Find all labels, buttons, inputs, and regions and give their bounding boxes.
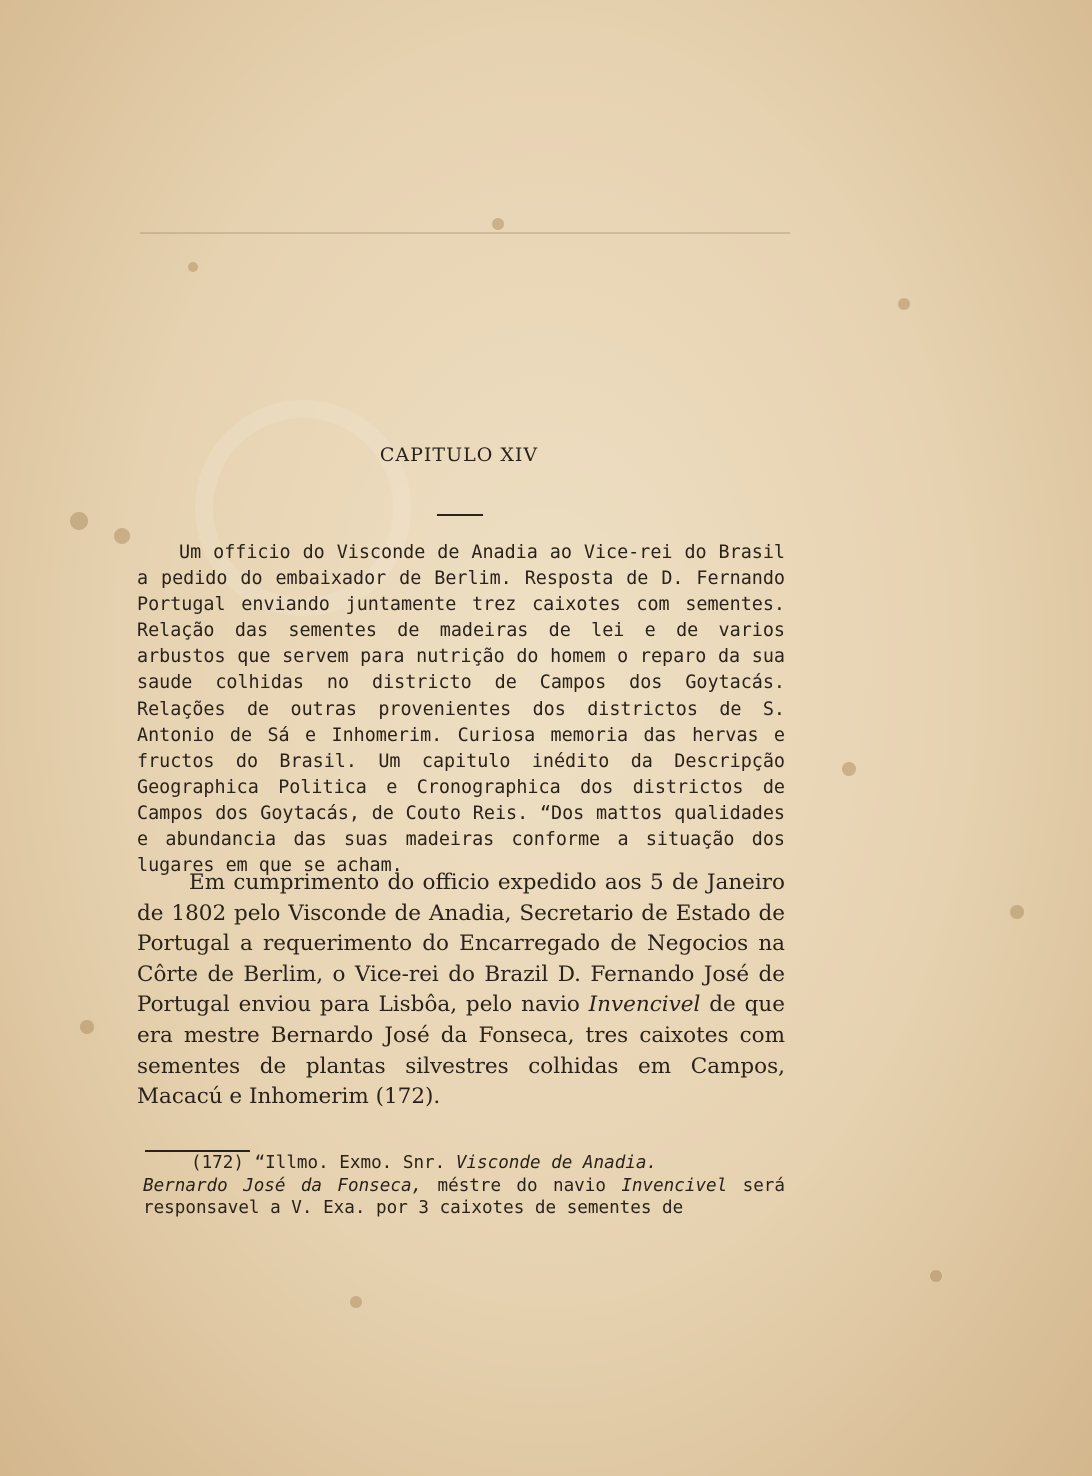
footnote-captain: Bernardo José da Fonseca, (143, 1175, 423, 1196)
body-text (137, 868, 785, 1113)
foxing-spot (114, 528, 130, 544)
foxing-spot (930, 1270, 942, 1282)
foxing-spot (492, 218, 504, 230)
foxing-spot (842, 762, 856, 776)
footnote-addressee: Visconde de Anadia. (455, 1153, 658, 1173)
ship-name: Invencivel (588, 992, 701, 1018)
summary-paragraph: Um officio do Visconde de Anadia ao Vice-rei do Brasil a pedido do embaixador de Berlim. Resposta de D. Fernando Portugal enviando juntamente trez caixotes com sementes. Relação das sementes de madeiras de lei e de varios arbustos que servem para nutrição do homem o reparo da sua saude colhidas no districto de Campos dos Goytacás. Relações de outras provenientes dos districtos de S. Antonio de Sá e Inhomerim. Curiosa memoria das hervas e fructos do Brasil. Um capitulo inédito da Descripção Geographica Politica e Cronographica dos districtos de Campos dos Goytacás, de Couto Reis. “Dos mattos qualidades e abundancia das suas madeiras conforme a situação dos lugares em que se acham. (137, 542, 785, 877)
foxing-spot (70, 512, 88, 530)
foxing-spot (898, 298, 910, 310)
foxing-spot (80, 1020, 94, 1034)
bleed-through-rule (140, 232, 790, 234)
footnote-ship: Invencivel (621, 1175, 728, 1196)
body-paragraph (137, 868, 785, 1113)
foxing-spot (188, 262, 198, 272)
foxing-spot (350, 1296, 362, 1308)
body-text-part2: de que era mestre Bernardo José da Fonseca, tres caixotes com sementes de plantas silvestres colhidas em Campos, Macacú e Inhomerim (172). (137, 992, 785, 1110)
chapter-summary (137, 540, 785, 879)
footnote-tail: será responsavel a V. Exa. por 3 caixotes de sementes de (143, 1175, 785, 1218)
chapter-title: CAPITULO XIV (379, 444, 539, 466)
footnote-text (143, 1152, 785, 1220)
chapter-divider (437, 514, 483, 516)
footnote (143, 1152, 785, 1220)
footnote-opening: “Illmo. Exmo. Snr. (254, 1153, 456, 1173)
footnote-number: (172) (191, 1153, 244, 1173)
body-text-part1: Em cumprimento do officio expedido aos 5 de Janeiro de 1802 pelo Visconde de Anadia, Secretario de Estado de Portugal a requerimento do Encarregado de Negocios na Côrte de Berlim, o Vice-rei do Brazil D. Fernando José de Portugal enviou para Lisbôa, pelo navio (137, 870, 785, 1018)
footnote-middle: méstre do navio (422, 1175, 622, 1196)
foxing-spot (1010, 905, 1024, 919)
